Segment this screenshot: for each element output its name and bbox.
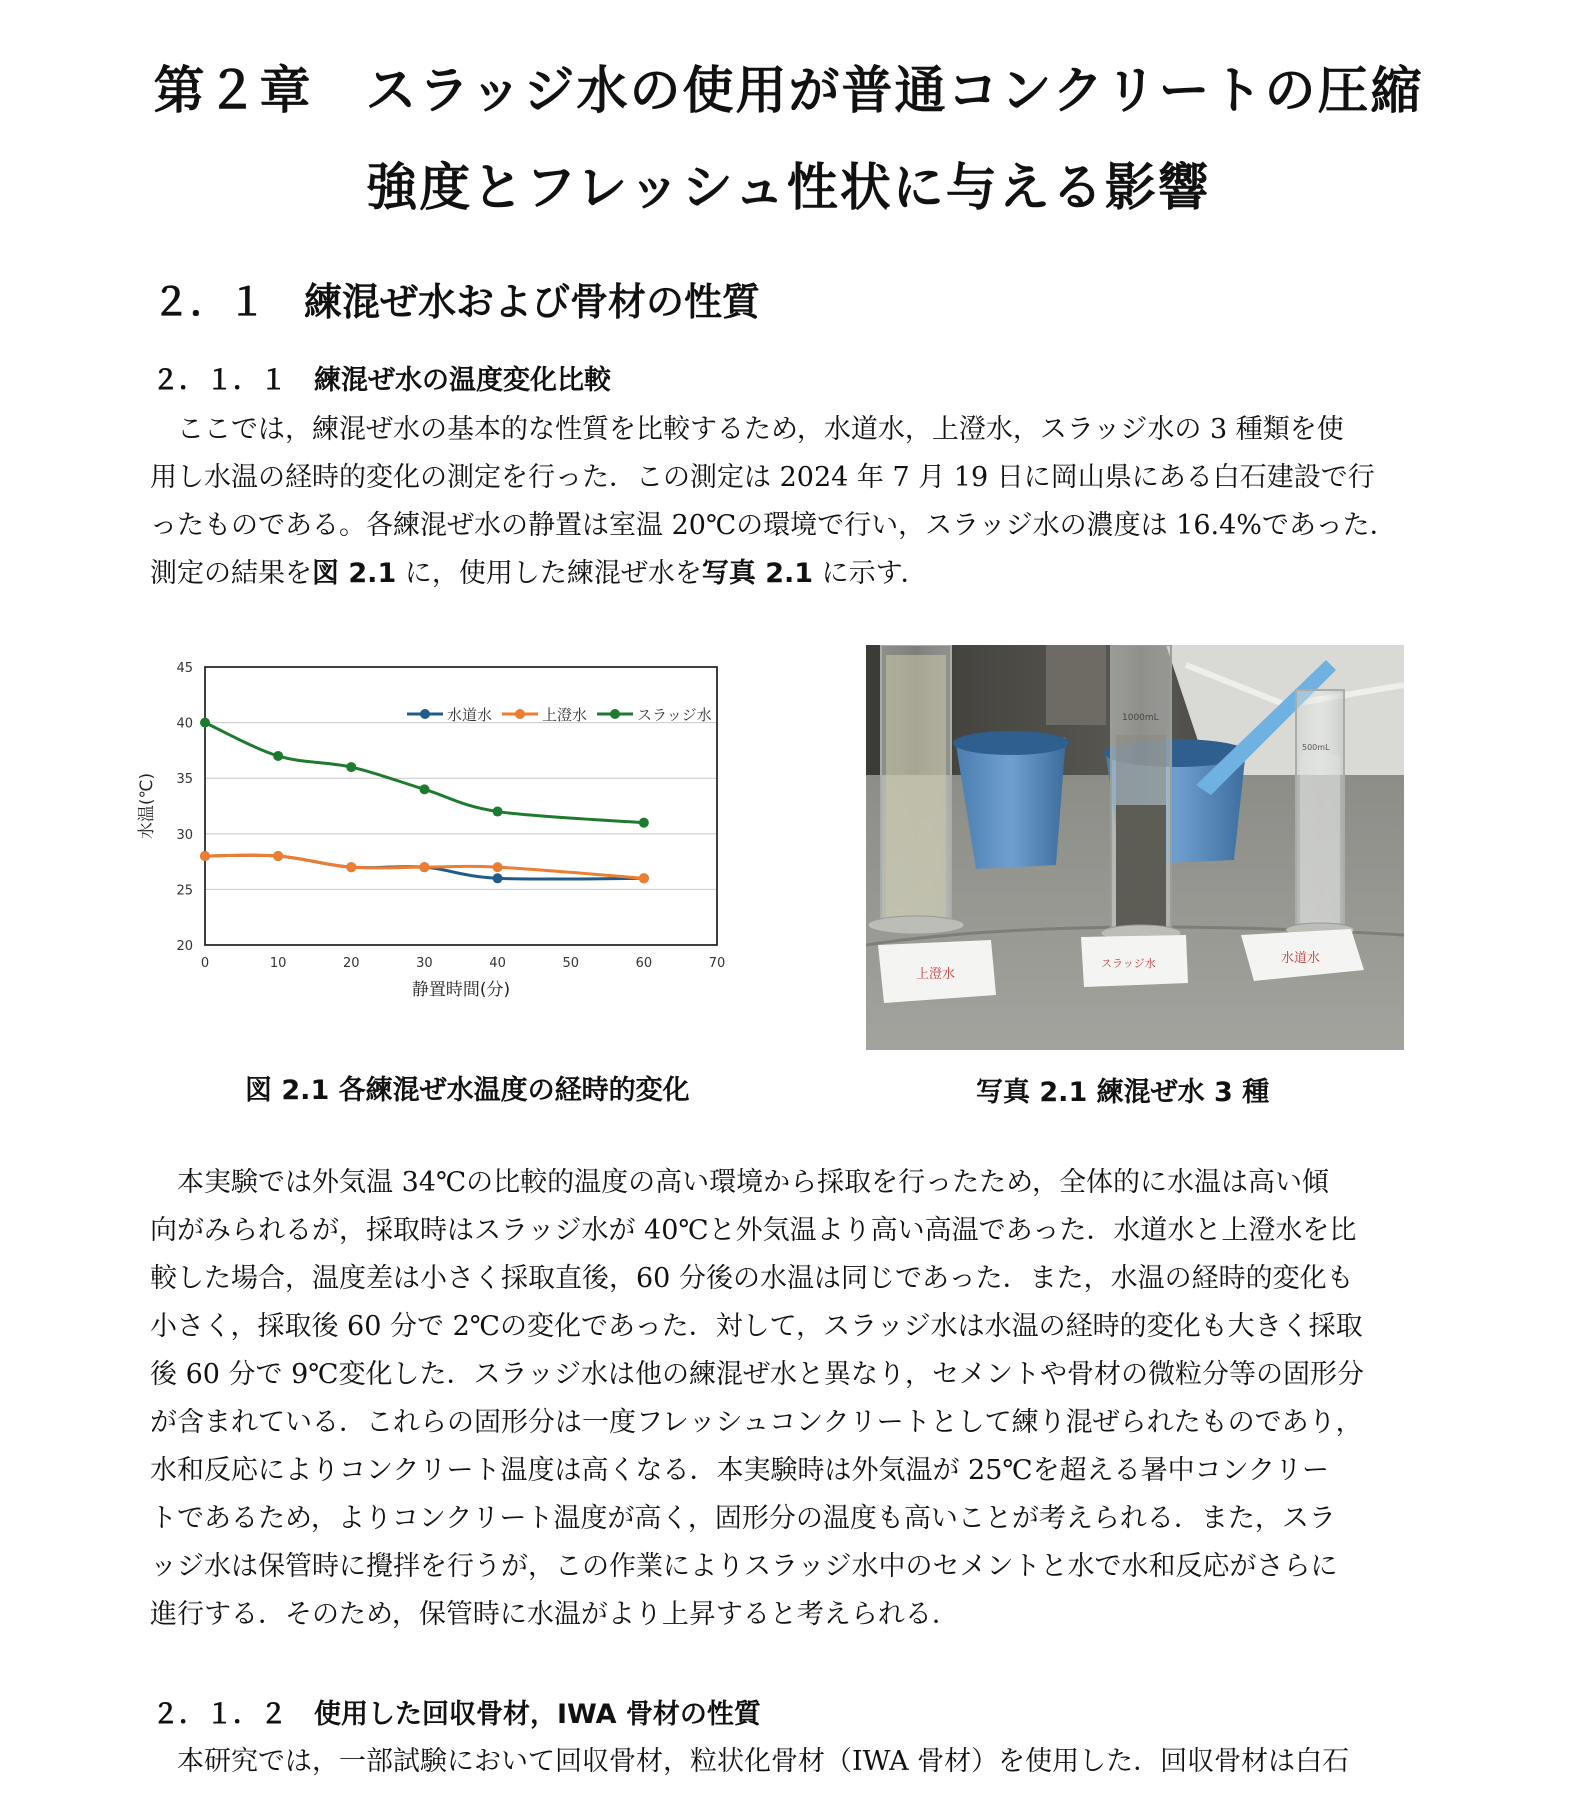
legend-entry-label: スラッジ水 (637, 706, 712, 724)
y-tick-label: 20 (176, 939, 193, 954)
paragraph-line (150, 550, 1426, 598)
data-point (273, 751, 283, 761)
chapter-title-line1: 第２章 スラッジ水の使用が普通コンクリートの圧縮 (153, 62, 1424, 121)
section-heading: ２．１ 練混ぜ水および骨材の性質 (152, 280, 761, 324)
subsection-heading-2-1-1: ２．１．１ 練混ぜ水の温度変化比較 (152, 365, 611, 396)
x-axis-label: 静置時間(分) (411, 980, 511, 1000)
paragraph-line: 水和反応によりコンクリート温度は高くなる．本実験時は外気温が 25℃を超える暑中コンクリー (150, 1455, 1330, 1486)
y-tick-label: 35 (176, 772, 193, 788)
supernatant-water (886, 655, 946, 917)
tap-water (1300, 755, 1340, 923)
paragraph-line: 較した場合，温度差は小さく採取直後，60 分後の水温は同じであった．また，水温の経時的変化も (150, 1263, 1354, 1294)
x-tick-label: 20 (343, 956, 360, 971)
data-point (346, 762, 356, 772)
paragraph-line: ここでは，練混ぜ水の基本的な性質を比較するため，水道水，上澄水，スラッジ水の 3 種類を使 (150, 414, 1344, 445)
series-line (205, 723, 644, 823)
paragraph-aggregates (150, 1738, 1426, 1786)
paragraph-discussion (150, 1159, 1426, 1639)
label-middle-text: スラッジ水 (1101, 957, 1156, 970)
paragraph-line: が含まれている．これらの固形分は一度フレッシュコンクリートとして練り混ぜられたものであり， (150, 1407, 1363, 1438)
paragraph-line: 用し水温の経時的変化の測定を行った．この測定は 2024 年 7 月 19 日に岡山県にある白石建設で行 (150, 462, 1375, 493)
y-tick-label: 30 (176, 827, 193, 843)
data-point (419, 862, 429, 872)
x-tick-label: 30 (416, 956, 433, 971)
data-point (493, 862, 503, 872)
paragraph-intro (150, 406, 1426, 598)
photo-reference: 写真 2.1 (701, 558, 814, 589)
y-tick-label: 25 (176, 883, 193, 899)
data-point (639, 818, 649, 828)
bucket-left-rim (953, 731, 1069, 755)
text-run: に，使用した練混ぜ水を (396, 558, 702, 589)
small-cylinder-graduation-label: 500mL (1302, 743, 1330, 752)
paragraph-line: 小さく，採取後 60 分で 2℃の変化であった．対して，スラッジ水は水温の経時的変化も大きく採取 (150, 1311, 1363, 1342)
figure-reference: 図 2.1 (312, 558, 397, 589)
paragraph-line: 向がみられるが，採取時はスラッジ水が 40℃と外気温より高い高温であった．水道水と上澄水を比 (150, 1215, 1357, 1246)
temperature-line-chart (130, 650, 810, 1050)
x-tick-label: 10 (269, 956, 287, 971)
legend-swatch-marker (515, 709, 525, 719)
photo-caption: 写真 2.1 練混ぜ水 3 種 (976, 1077, 1270, 1108)
x-tick-label: 60 (635, 956, 653, 971)
subsection-heading-2-1-2: ２．１．２ 使用した回収骨材，IWA 骨材の性質 (152, 1699, 761, 1730)
figure-caption: 図 2.1 各練混ぜ水温度の経時的変化 (245, 1075, 690, 1106)
cylinder-base-left (868, 916, 964, 934)
data-point (200, 851, 210, 861)
paragraph-line: 本研究では，一部試験において回収骨材，粒状化骨材（IWA 骨材）を使用した．回収骨材は白石 (150, 1746, 1350, 1777)
text-run: 測定の結果を (150, 558, 312, 589)
data-point (346, 862, 356, 872)
data-point (493, 873, 503, 883)
paragraph-line: 本実験では外気温 34℃の比較的温度の高い環境から採取を行ったため，全体的に水温は高い傾 (150, 1167, 1330, 1198)
legend-entry-label: 水道水 (447, 706, 493, 724)
chart-legend (407, 706, 712, 724)
photo-three-mixing-waters (866, 645, 1404, 1050)
legend-entry-label: 上澄水 (542, 706, 588, 724)
chapter-title-line2: 強度とフレッシュ性状に与える影響 (366, 159, 1211, 218)
background-shelf (1046, 645, 1106, 725)
data-point (493, 807, 503, 817)
data-point (273, 851, 283, 861)
x-tick-label: 50 (562, 956, 579, 971)
paragraph-line: ッジ水は保管時に攪拌を行うが，この作業によりスラッジ水中のセメントと水で水和反応がさらに (150, 1551, 1338, 1582)
y-tick-label: 40 (176, 716, 193, 732)
x-tick-label: 70 (708, 956, 726, 971)
label-left-text: 上澄水 (916, 967, 956, 982)
cylinder-graduation-label: 1000mL (1122, 713, 1159, 723)
paragraph-line: ったものである。各練混ぜ水の静置は室温 20℃の環境で行い，スラッジ水の濃度は 16.4%であった． (150, 510, 1397, 541)
label-right-text: 水道水 (1281, 951, 1321, 966)
text-run: に示す． (813, 558, 928, 589)
sludge-upper-layer (1116, 735, 1166, 805)
paragraph-line: トであるため，よりコンクリート温度が高く，固形分の温度も高いことが考えられる．また，スラ (150, 1503, 1336, 1534)
paragraph-line: 後 60 分で 9℃変化した．スラッジ水は他の練混ぜ水と異なり，セメントや骨材の微粒分等の固形分 (150, 1359, 1364, 1390)
data-point (200, 718, 210, 728)
data-point (419, 784, 429, 794)
x-tick-label: 40 (489, 956, 506, 971)
chart-series (200, 718, 649, 884)
data-point (639, 873, 649, 883)
paragraph-line: 進行する．そのため，保管時に水温がより上昇すると考えられる． (150, 1599, 959, 1630)
y-axis-label: 水温(℃) (137, 772, 157, 840)
sludge-water (1116, 805, 1166, 927)
legend-swatch-marker (420, 709, 430, 719)
y-tick-label: 45 (176, 661, 193, 676)
x-tick-label: 0 (200, 956, 210, 971)
legend-swatch-marker (610, 709, 620, 719)
